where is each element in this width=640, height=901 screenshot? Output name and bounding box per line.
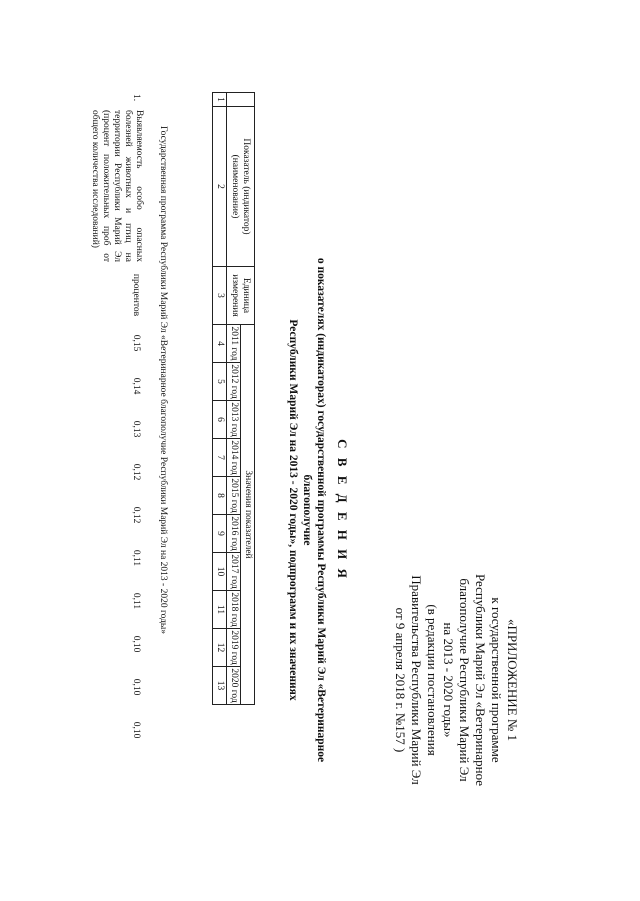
- header-cell-values: Значения показателей: [241, 325, 255, 705]
- indicators-table: [212, 92, 255, 705]
- number-cell: 9: [213, 515, 227, 553]
- row-value: 0,11: [131, 549, 141, 567]
- year-cell: 2017 год: [227, 553, 241, 591]
- year-cell: 2018 год: [227, 591, 241, 629]
- year-cell: 2020 год: [227, 667, 241, 705]
- row-value: 0,12: [131, 463, 141, 481]
- number-cell: 1: [213, 93, 227, 107]
- document-heading: [286, 250, 350, 770]
- year-cell: 2016 год: [227, 515, 241, 553]
- number-cell: 13: [213, 667, 227, 705]
- section-title: Государственная программа Республики Марий Эл «Ветеринарное благополучие Республики Марий Эл на 2013 - 2020 годы»: [158, 125, 168, 635]
- number-cell: 5: [213, 363, 227, 401]
- number-cell: 2: [213, 107, 227, 267]
- appendix-line: Правительства Республики Марий Эл: [409, 575, 424, 785]
- row-value: 0,12: [131, 506, 141, 524]
- appendix-block: [392, 530, 520, 830]
- appendix-line: благополучие Республики Марий Эл: [457, 578, 472, 782]
- year-cell: 2015 год: [227, 477, 241, 515]
- header-cell-unit: Единица измерения: [227, 267, 255, 325]
- row-value: 0,10: [131, 635, 141, 653]
- table-numbering-row: [213, 93, 227, 705]
- row-value: 0,10: [131, 721, 141, 739]
- document-subtitle-line: Республики Марий Эл на 2013 - 2020 годы», подпрограмм и их значениях: [287, 319, 299, 701]
- header-cell-indicator: Показатель (индикатор) (наименование): [227, 107, 255, 267]
- year-cell: 2014 год: [227, 439, 241, 477]
- row-number: 1.: [131, 94, 141, 102]
- document-title: С В Е Д Е Н И Я: [335, 439, 350, 581]
- row-value: 0,10: [131, 678, 141, 696]
- appendix-line: «ПРИЛОЖЕНИЕ № 1: [505, 618, 520, 742]
- table-header-row: [241, 93, 255, 705]
- appendix-line: на 2013 - 2020 годы»: [441, 622, 456, 738]
- number-cell: 10: [213, 553, 227, 591]
- appendix-line: к государственной программе: [489, 597, 504, 763]
- row-unit: процентов: [131, 273, 141, 317]
- year-cell: 2013 год: [227, 401, 241, 439]
- number-cell: 6: [213, 401, 227, 439]
- document-subtitle-line: о показателях (индикаторах) государственной программы Республики Марий Эл «Ветеринарное благополучие: [301, 257, 327, 763]
- year-cell: 2019 год: [227, 629, 241, 667]
- appendix-line: от 9 апреля 2018 г. №157 ): [393, 607, 408, 753]
- year-cell: 2012 год: [227, 363, 241, 401]
- row-value: 0,15: [131, 334, 141, 352]
- appendix-line: Республики Марий Эл «Ветеринарное: [473, 573, 488, 787]
- row-value: 0,11: [131, 592, 141, 610]
- number-cell: 3: [213, 267, 227, 325]
- number-cell: 12: [213, 629, 227, 667]
- number-cell: 4: [213, 325, 227, 363]
- row-indicator-name: Выявляемость особо опасных болезней животных и птиц на территории Республики Марий Эл (процент положительных проб от общего количества исследований): [90, 110, 144, 262]
- number-cell: 8: [213, 477, 227, 515]
- number-cell: 7: [213, 439, 227, 477]
- row-value: 0,13: [131, 420, 141, 438]
- header-cell-empty: [227, 93, 255, 107]
- year-cell: 2011 год: [227, 325, 241, 363]
- row-value: 0,14: [131, 377, 141, 395]
- appendix-line: (в редакции постановления: [425, 604, 440, 756]
- number-cell: 11: [213, 591, 227, 629]
